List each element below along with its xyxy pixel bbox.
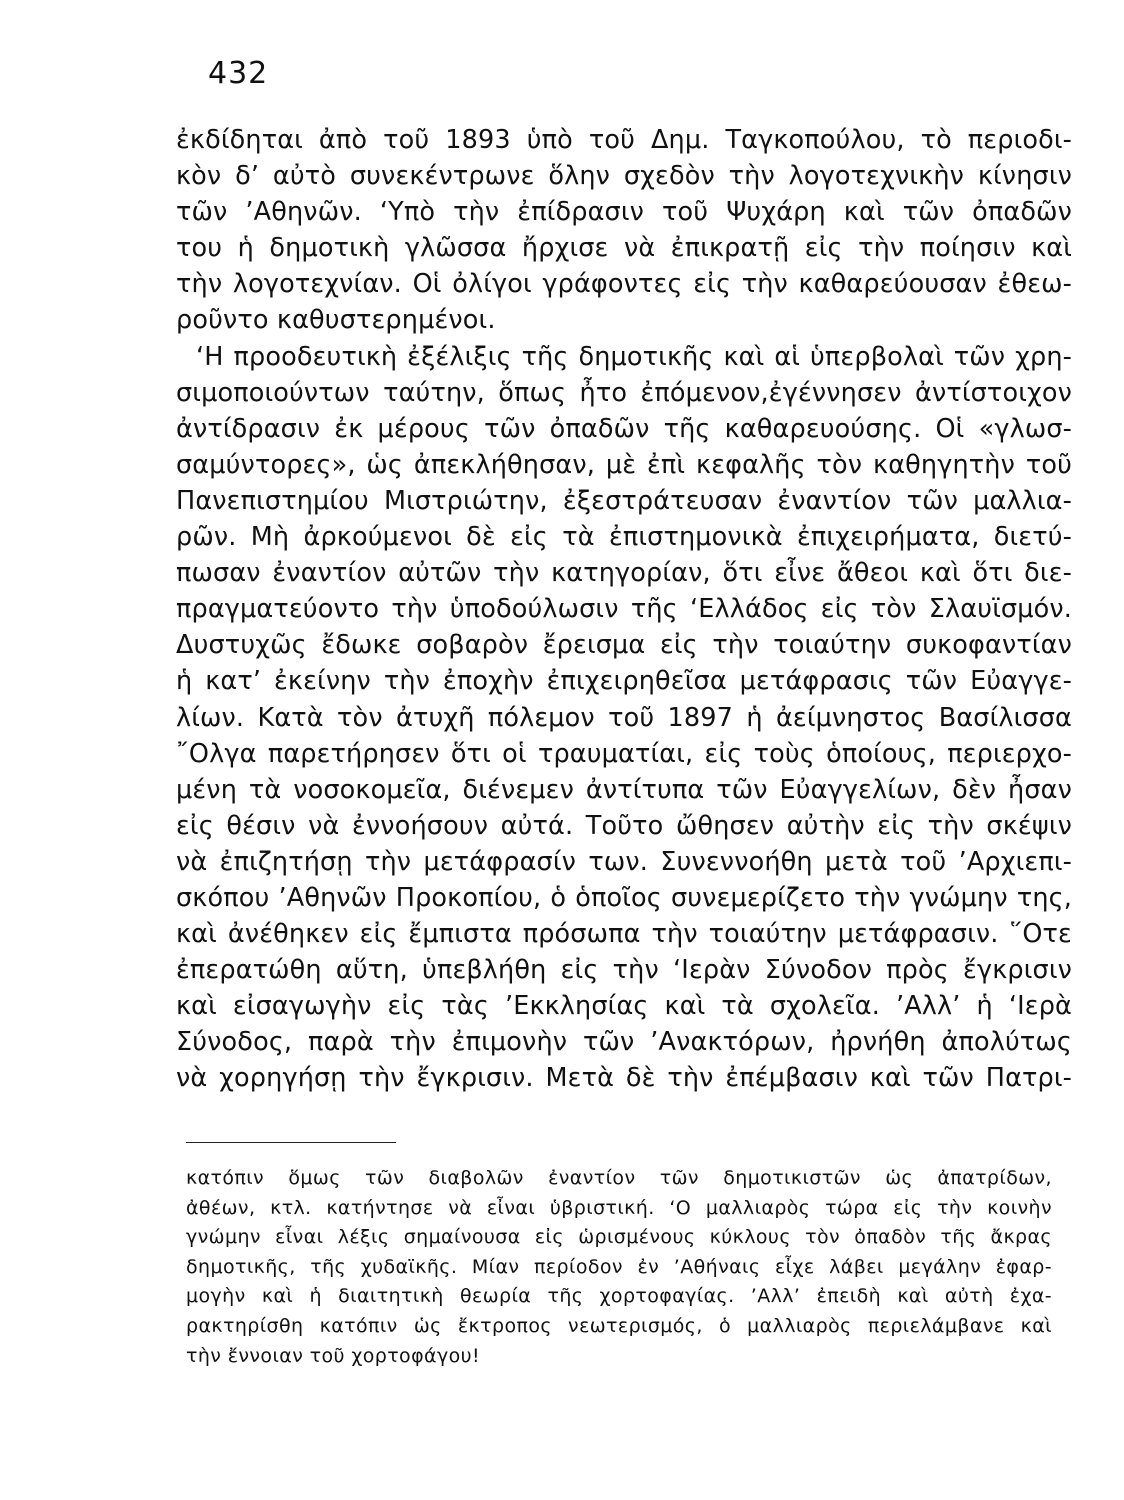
paragraph-first-line: ‘Η προοδευτικὴ ἐξέλιξις τῆς δημοτικῆς καὶ αἱ ὑπερβολαὶ τῶν χρη- <box>196 341 1072 372</box>
text-line: καὶ ἀνέθηκεν εἰς ἔμπιστα πρόσωπα τὴν τοιαύτην μετάφρασιν. ῞Οτε <box>176 919 1072 950</box>
text-line: Σύνοδος, παρὰ τὴν ἐπιμονὴν τῶν ’Ανακτόρων, ἠρνήθη ἀπολύτως <box>176 1027 1072 1058</box>
text-line: του ἡ δημοτικὴ γλῶσσα ἤρχισε νὰ ἐπικρατῇ εἰς τὴν ποίησιν καὶ <box>176 233 1072 264</box>
text-line: πραγματεύοντο τὴν ὑποδούλωσιν τῆς ‘Ελλάδος εἰς τὸν Σλαυϊσμόν. <box>176 594 1072 625</box>
text-line: ἀντίδρασιν ἐκ μέρους τῶν ὀπαδῶν τῆς καθαρευούσης. Οἱ «γλωσ- <box>176 413 1072 444</box>
text-line: σκόπου ’Αθηνῶν Προκοπίου, ὁ ὁποῖος συνεμερίζετο τὴν γνώμην της, <box>176 882 1072 913</box>
text-line: νὰ ἐπιζητήσῃ τὴν μετάφρασίν των. Συνεννοήθη μετὰ τοῦ ’Αρχιεπι- <box>176 846 1072 877</box>
text-line: νὰ χορηγήσῃ τὴν ἔγκρισιν. Μετὰ δὲ τὴν ἐπέμβασιν καὶ τῶν Πατρι- <box>176 1063 1072 1094</box>
text-line: εἰς θέσιν νὰ ἐννοήσουν αὐτά. Τοῦτο ὤθησεν αὐτὴν εἰς τὴν σκέψιν <box>176 810 1072 841</box>
footnote-line: ἀθέων, κτλ. κατήντησε νὰ εἶναι ὑβριστική. ‘Ο μαλλιαρὸς τώρα εἰς τὴν κοινὴν <box>186 1196 1052 1219</box>
text-line: ροῦντο καθυστερημένοι. <box>176 305 496 336</box>
text-line: λίων. Κατὰ τὸν ἀτυχῆ πόλεμον τοῦ 1897 ἡ ἀείμνηστος Βασίλισσα <box>176 702 1072 733</box>
footnote-line: δημοτικῆς, τῆς χυδαϊκῆς. Μίαν περίοδον ἐν ’Αθήναις εἶχε λάβει μεγάλην ἐφαρ- <box>186 1255 1052 1278</box>
text-line: ἐπερατώθη αὕτη, ὑπεβλήθη εἰς τὴν ‘Ιερὰν Σύνοδον πρὸς ἔγκρισιν <box>176 955 1072 986</box>
footnote-line: μογὴν καὶ ἡ διαιτητικὴ θεωρία τῆς χορτοφαγίας. ’Αλλ’ ἐπειδὴ καὶ αὐτὴ ἐχα- <box>186 1285 1052 1308</box>
footnote-divider <box>186 1142 396 1143</box>
footnote-line: γνώμην εἶναι λέξις σημαίνουσα εἰς ὡρισμένους κύκλους τὸν ὀπαδὸν τῆς ἄκρας <box>186 1226 1052 1249</box>
text-line: Πανεπιστημίου Μιστριώτην, ἐξεστράτευσαν ἐναντίον τῶν μαλλια- <box>176 485 1072 516</box>
text-line: πωσαν ἐναντίον αὐτῶν τὴν κατηγορίαν, ὅτι εἶνε ἄθεοι καὶ ὅτι διε- <box>176 558 1072 589</box>
text-line: μένη τὰ νοσοκομεῖα, διένεμεν ἀντίτυπα τῶν Εὐαγγελίων, δὲν ἦσαν <box>176 774 1072 805</box>
text-line: ἐκδίδηται ἀπὸ τοῦ 1893 ὑπὸ τοῦ Δημ. Ταγκοπούλου, τὸ περιοδι- <box>176 125 1072 155</box>
text-line: ῎Ολγα παρετήρησεν ὅτι οἱ τραυματίαι, εἰς τοὺς ὁποίους, περιερχο- <box>176 738 1072 769</box>
text-line: κὸν δ’ αὐτὸ συνεκέντρωνε ὅλην σχεδὸν τὴν λογοτεχνικὴν κίνησιν <box>176 161 1072 192</box>
text-line: Δυστυχῶς ἔδωκε σοβαρὸν ἔρεισμα εἰς τὴν τοιαύτην συκοφαντίαν <box>176 630 1072 661</box>
footnote-line: τὴν ἔννοιαν τοῦ χορτοφάγου! <box>186 1344 481 1367</box>
text-line: ἡ κατ’ ἐκείνην τὴν ἐποχὴν ἐπιχειρηθεῖσα μετάφρασις τῶν Εὐαγγε- <box>176 666 1072 697</box>
main-text <box>176 122 1072 1097</box>
text-line: τῶν ’Αθηνῶν. ‘Υπὸ τὴν ἐπίδρασιν τοῦ Ψυχάρη καὶ τῶν ὀπαδῶν <box>176 197 1072 228</box>
text-line: σιμοποιούντων ταύτην, ὅπως ἦτο ἐπόμενον,ἐγέννησεν ἀντίστοιχον <box>176 377 1072 408</box>
text-line: καὶ εἰσαγωγὴν εἰς τὰς ’Εκκλησίας καὶ τὰ σχολεῖα. ’Αλλ’ ἡ ‘Ιερὰ <box>176 991 1072 1022</box>
text-line: τὴν λογοτεχνίαν. Οἱ ὀλίγοι γράφοντες εἰς τὴν καθαρεύουσαν ἐθεω- <box>176 269 1072 300</box>
footnote <box>186 1164 1052 1371</box>
page-number: 432 <box>208 56 269 91</box>
text-line: σαμύντορες», ὡς ἀπεκλήθησαν, μὲ ἐπὶ κεφαλῆς τὸν καθηγητὴν τοῦ <box>176 449 1072 480</box>
footnote-line: ρακτηρίσθη κατόπιν ὡς ἔκτροπος νεωτερισμός, ὁ μαλλιαρὸς περιελάμβανε καὶ <box>186 1314 1052 1337</box>
footnote-line: κατόπιν ὅμως τῶν διαβολῶν ἐναντίον τῶν δημοτικιστῶν ὡς ἀπατρίδων, <box>186 1167 1052 1189</box>
text-line: ρῶν. Μὴ ἀρκούμενοι δὲ εἰς τὰ ἐπιστημονικὰ ἐπιχειρήματα, διετύ- <box>176 522 1072 553</box>
